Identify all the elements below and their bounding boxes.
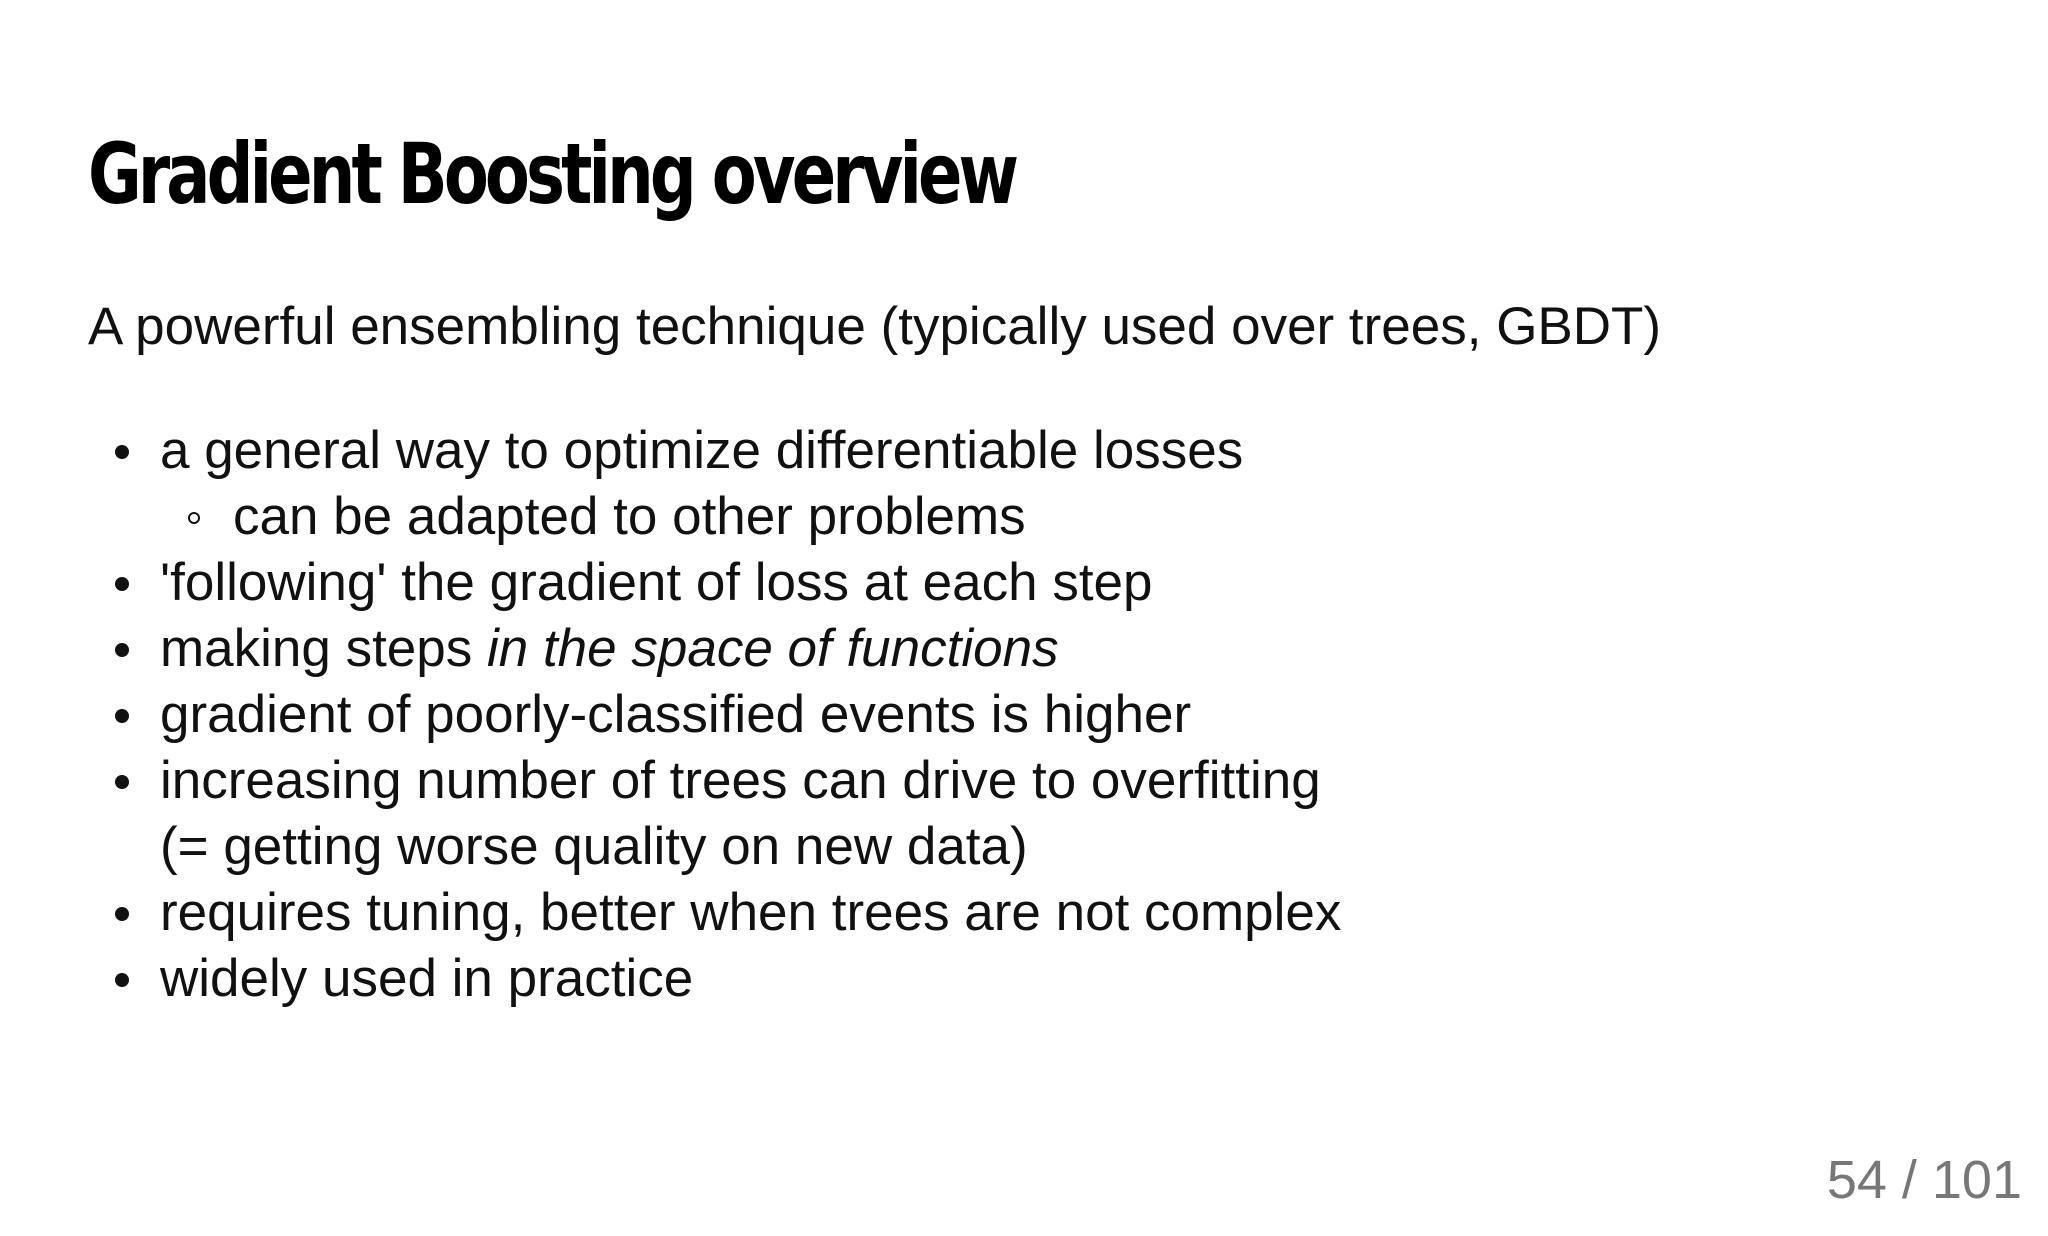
list-item (0, 880, 1700, 946)
list-item (0, 748, 1700, 814)
bullet-text: increasing number of trees can drive to overfitting (160, 751, 1321, 810)
bullet-text: 'following' the gradient of loss at each step (160, 553, 1153, 612)
bullet-dot-icon (115, 775, 129, 789)
list-item (0, 616, 1700, 682)
bullet-list (0, 418, 1700, 1012)
list-item (0, 418, 1700, 484)
sub-bullet-text: can be adapted to other problems (233, 487, 1026, 546)
bullet-dot-icon (115, 907, 129, 921)
list-item (0, 550, 1700, 616)
bullet-dot-icon (115, 973, 129, 987)
continuation-text: (= getting worse quality on new data) (160, 817, 1028, 876)
list-item (0, 682, 1700, 748)
sub-list-item (0, 484, 1700, 550)
bullet-dot-icon (115, 643, 129, 657)
intro-text: A powerful ensembling technique (typically used over trees, GBDT) (88, 297, 1662, 356)
bullet-dot-icon (115, 445, 129, 459)
page-number: 54 / 101 (1826, 1150, 2022, 1210)
bullet-text: widely used in practice (160, 949, 694, 1008)
bullet-text: gradient of poorly-classified events is higher (160, 685, 1192, 744)
hollow-bullet-icon (188, 512, 200, 524)
slide-title: Gradient Boosting overview (88, 125, 1016, 223)
bullet-text: making steps (160, 619, 487, 678)
bullet-dot-icon (115, 577, 129, 591)
bullet-text: requires tuning, better when trees are not complex (160, 883, 1342, 942)
italic-phrase: in the space of functions (486, 619, 1059, 678)
bullet-text: a general way to optimize differentiable losses (160, 421, 1244, 480)
list-item (0, 946, 1700, 1012)
bullet-dot-icon (115, 709, 129, 723)
list-item-continuation (0, 814, 1700, 880)
